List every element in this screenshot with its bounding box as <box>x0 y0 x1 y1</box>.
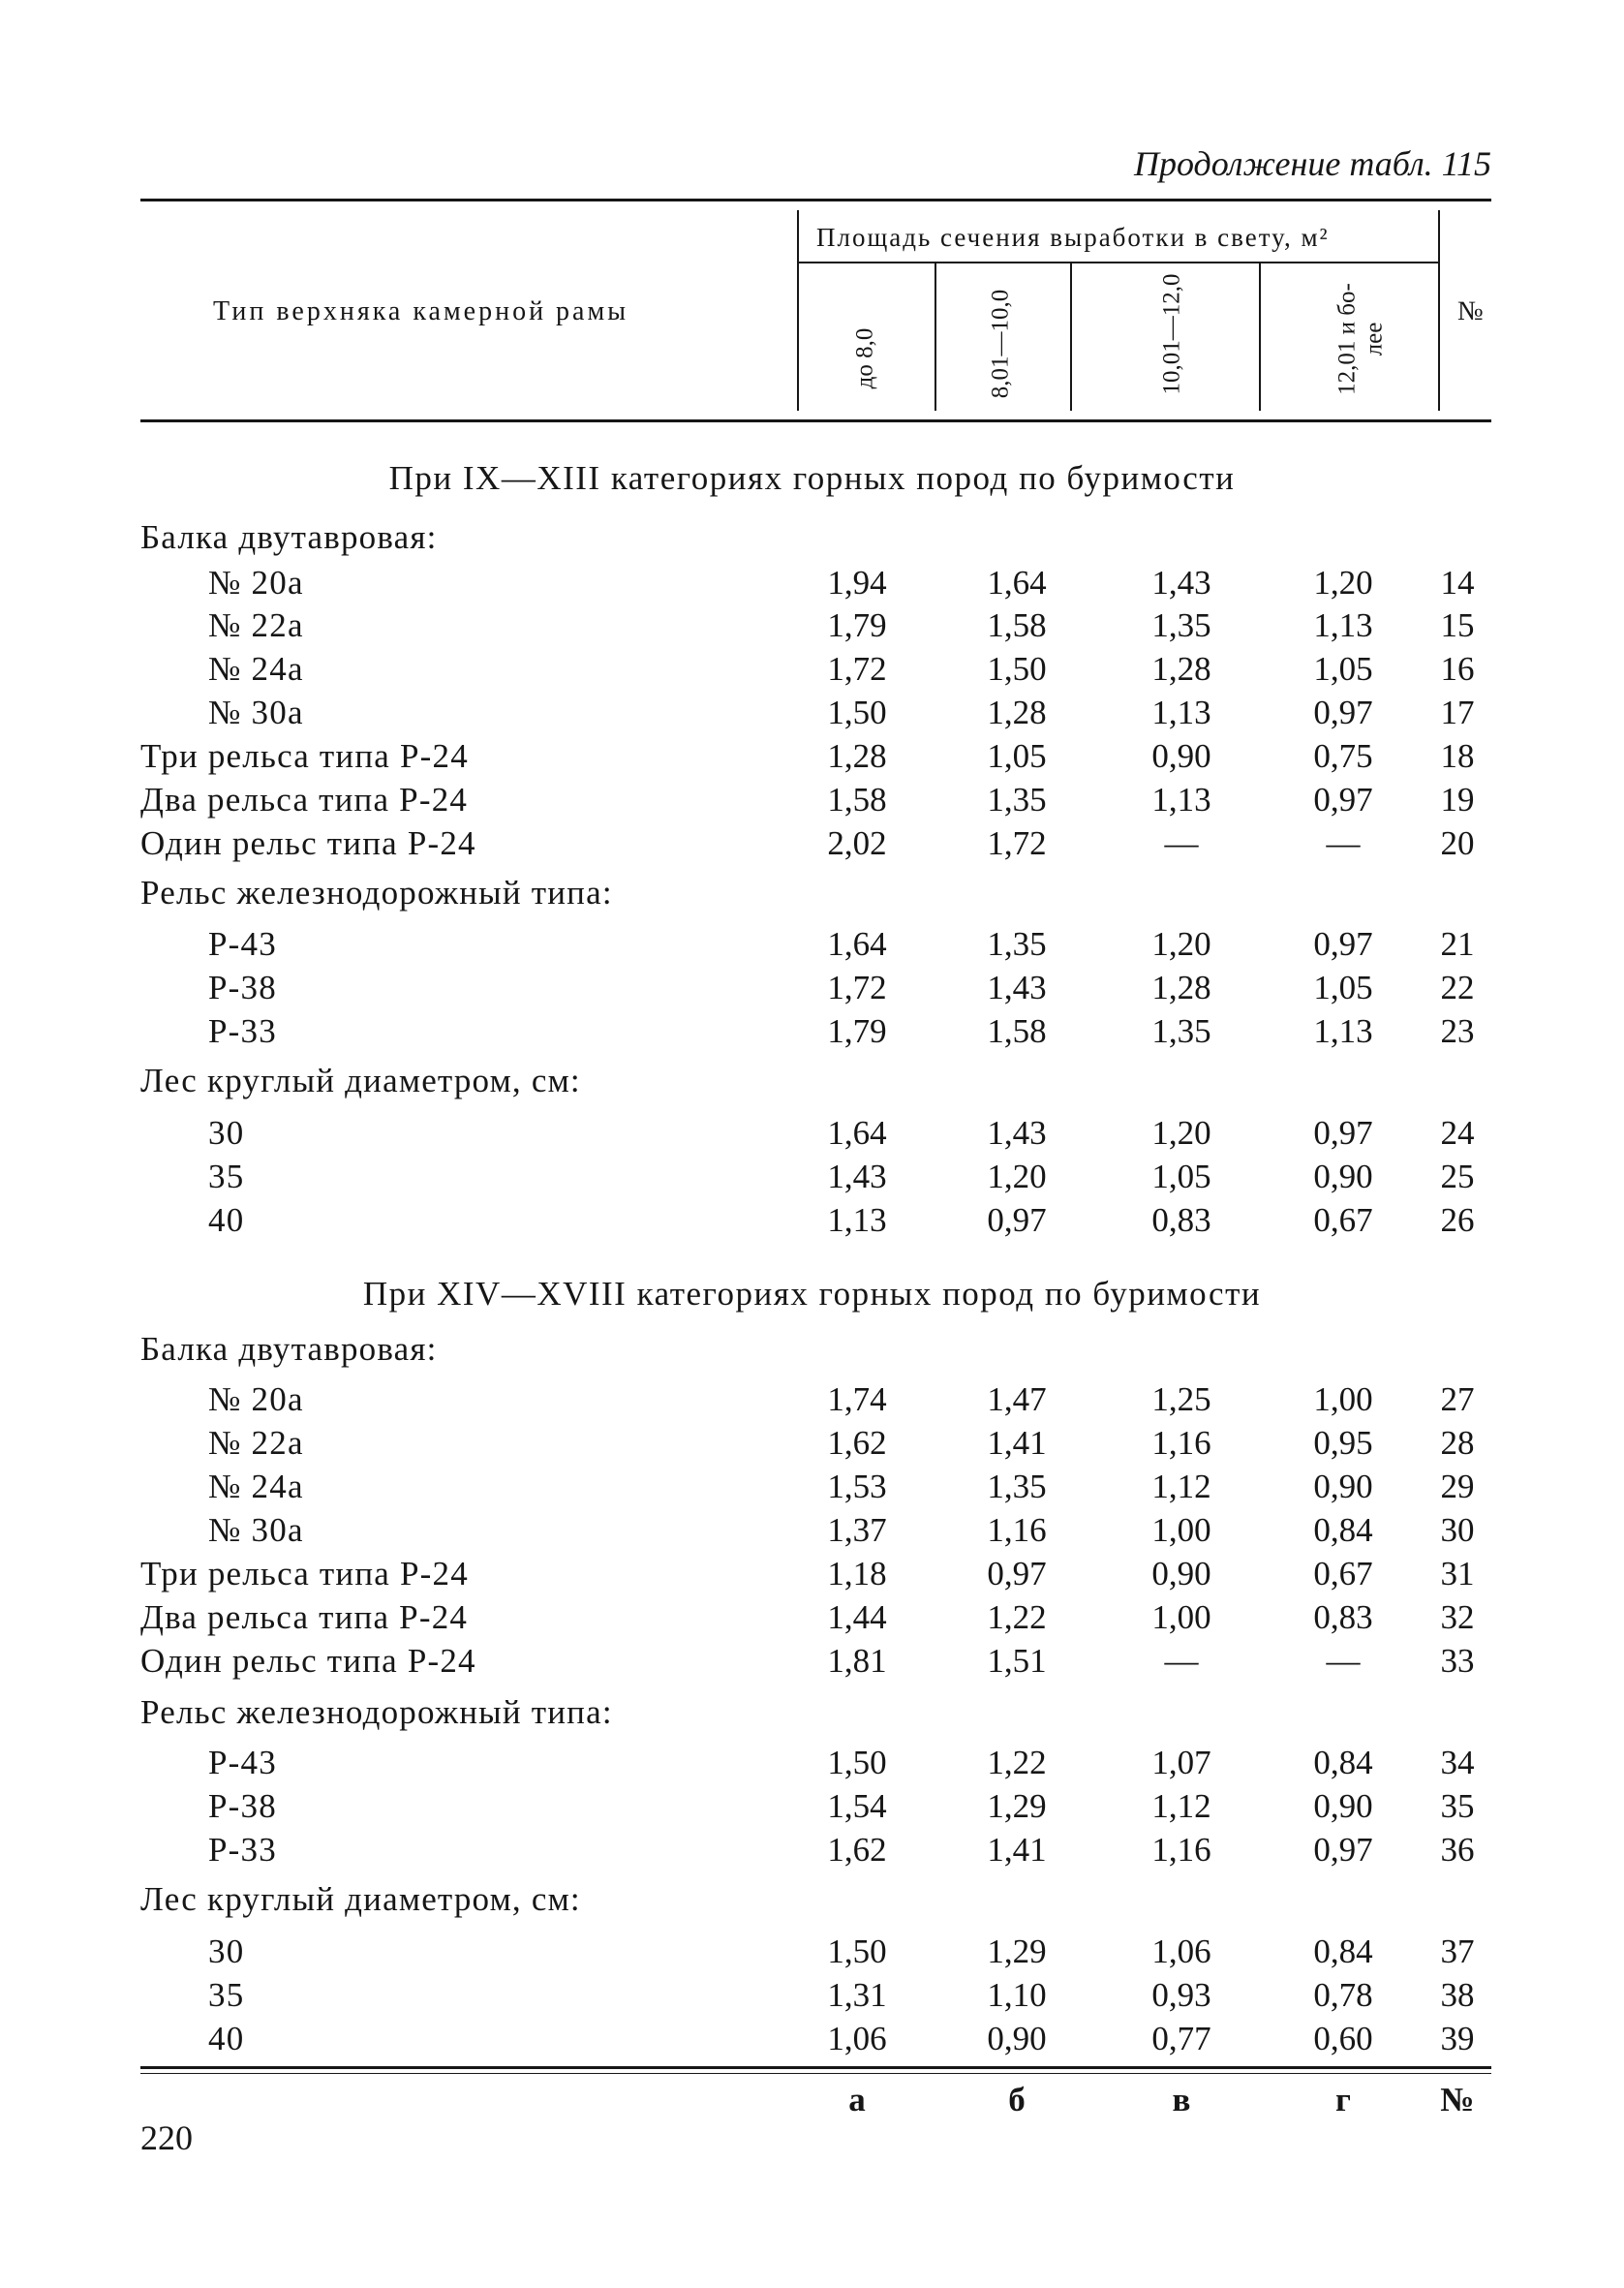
value-cell-c: 1,25 <box>1151 1380 1211 1418</box>
footer-letter-d: г <box>1335 2081 1351 2118</box>
value-cell-a: 1,64 <box>827 925 887 963</box>
row-number: 15 <box>1440 606 1475 644</box>
value-cell-a: 1,50 <box>827 1932 887 1970</box>
value-cell-c: 1,16 <box>1151 1831 1211 1869</box>
row-label: Три рельса типа Р-24 <box>140 737 469 775</box>
value-cell-a: 1,64 <box>827 1114 887 1152</box>
row-number: 31 <box>1440 1555 1475 1592</box>
value-cell-a: 1,79 <box>827 1012 887 1050</box>
row-label: 35 <box>208 1976 245 2014</box>
group-heading: Лес круглый диаметром, см: <box>140 1880 581 1918</box>
value-cell-b: 0,90 <box>987 2020 1047 2057</box>
value-cell-b: 1,29 <box>987 1787 1047 1825</box>
value-cell-b: 1,22 <box>987 1744 1047 1781</box>
table-caption: Продолжение табл. 115 <box>1133 144 1491 183</box>
table-row <box>0 1201 1624 1244</box>
header-top-rule <box>140 199 1491 201</box>
row-label: 30 <box>208 1114 245 1152</box>
table-row <box>0 1012 1624 1055</box>
row-label: 40 <box>208 1201 245 1239</box>
value-cell-d: 0,84 <box>1313 1511 1373 1549</box>
value-cell-b: 1,43 <box>987 1114 1047 1152</box>
group-heading-row <box>0 518 1624 561</box>
value-cell-b: 1,20 <box>987 1158 1047 1195</box>
value-cell-a: 1,31 <box>827 1976 887 2014</box>
row-label: Р-43 <box>208 1744 277 1781</box>
value-cell-a: 1,44 <box>827 1598 887 1636</box>
header-divider <box>935 263 936 411</box>
row-number: 37 <box>1440 1932 1475 1970</box>
row-number: 29 <box>1440 1468 1475 1505</box>
value-cell-a: 2,02 <box>827 824 887 862</box>
value-cell-c: 1,00 <box>1151 1511 1211 1549</box>
value-cell-d: 1,13 <box>1313 1012 1373 1050</box>
group-heading-row <box>0 1693 1624 1736</box>
value-cell-c: 1,16 <box>1151 1424 1211 1462</box>
row-number: 28 <box>1440 1424 1475 1462</box>
value-cell-b: 1,50 <box>987 650 1047 688</box>
table-row <box>0 650 1624 693</box>
column-header-d-line1: 12,01 и бо- <box>1333 283 1361 395</box>
value-cell-c: 1,12 <box>1151 1468 1211 1505</box>
footer-rule-thin <box>140 2073 1491 2074</box>
value-cell-a: 1,28 <box>827 737 887 775</box>
table-row <box>0 694 1624 736</box>
value-cell-a: 1,81 <box>827 1642 887 1680</box>
table-row <box>0 1744 1624 1786</box>
value-cell-b: 1,22 <box>987 1598 1047 1636</box>
row-label: № 22а <box>208 606 304 644</box>
row-number: 21 <box>1440 925 1475 963</box>
row-number: 39 <box>1440 2020 1475 2057</box>
value-cell-c: 1,13 <box>1151 781 1211 819</box>
row-number: 36 <box>1440 1831 1475 1869</box>
value-cell-a: 1,06 <box>827 2020 887 2057</box>
value-cell-b: 1,47 <box>987 1380 1047 1418</box>
value-cell-d: 0,78 <box>1313 1976 1373 2014</box>
value-cell-a: 1,54 <box>827 1787 887 1825</box>
footer-number-sign: № <box>1440 2081 1475 2118</box>
value-cell-c: 1,06 <box>1151 1932 1211 1970</box>
footer-letters-row <box>0 2081 1624 2123</box>
group-heading: Балка двутавровая: <box>140 1330 438 1368</box>
value-cell-c: 1,35 <box>1151 1012 1211 1050</box>
value-cell-c: — <box>1164 824 1199 862</box>
group-heading-row <box>0 1062 1624 1104</box>
header-divider <box>1070 263 1072 411</box>
value-cell-b: 1,10 <box>987 1976 1047 2014</box>
table-row <box>0 925 1624 968</box>
value-cell-d: 0,67 <box>1313 1201 1373 1239</box>
row-label: 30 <box>208 1932 245 1970</box>
value-cell-d: 1,13 <box>1313 606 1373 644</box>
value-cell-c: 1,20 <box>1151 925 1211 963</box>
column-header-a: до 8,0 <box>851 327 878 389</box>
row-label: № 20а <box>208 1380 304 1418</box>
value-cell-a: 1,79 <box>827 606 887 644</box>
value-cell-c: 1,28 <box>1151 650 1211 688</box>
value-cell-b: 1,43 <box>987 969 1047 1006</box>
group-heading-row <box>0 1880 1624 1923</box>
value-cell-a: 1,53 <box>827 1468 887 1505</box>
group-heading: Балка двутавровая: <box>140 518 438 556</box>
group-heading-row <box>0 1330 1624 1373</box>
value-cell-c: 1,13 <box>1151 694 1211 731</box>
row-label: Р-38 <box>208 969 277 1006</box>
table-row <box>0 1468 1624 1510</box>
value-cell-a: 1,72 <box>827 969 887 1006</box>
value-cell-d: 0,60 <box>1313 2020 1373 2057</box>
value-cell-c: 1,28 <box>1151 969 1211 1006</box>
row-label: № 22а <box>208 1424 304 1462</box>
row-number: 27 <box>1440 1380 1475 1418</box>
value-cell-d: — <box>1326 1642 1361 1680</box>
header-divider <box>1259 263 1261 411</box>
value-cell-d: 0,90 <box>1313 1158 1373 1195</box>
value-cell-c: 1,05 <box>1151 1158 1211 1195</box>
value-cell-d: 0,90 <box>1313 1787 1373 1825</box>
column-header-d <box>1334 283 1388 395</box>
value-cell-b: 0,97 <box>987 1555 1047 1592</box>
value-cell-b: 1,72 <box>987 824 1047 862</box>
area-column-header: Площадь сечения выработки в свету, м² <box>816 223 1330 252</box>
value-cell-d: 0,95 <box>1313 1424 1373 1462</box>
value-cell-a: 1,50 <box>827 694 887 731</box>
value-cell-b: 1,16 <box>987 1511 1047 1549</box>
value-cell-d: 1,00 <box>1313 1380 1373 1418</box>
row-number: 32 <box>1440 1598 1475 1636</box>
group-heading-row <box>0 874 1624 916</box>
footer-letter-c: в <box>1172 2081 1191 2118</box>
table-row <box>0 969 1624 1011</box>
type-column-header: Тип верхняка камерной рамы <box>213 296 629 326</box>
row-number: 34 <box>1440 1744 1475 1781</box>
value-cell-d: 1,05 <box>1313 650 1373 688</box>
header-span-rule <box>799 262 1438 263</box>
group-heading: Лес круглый диаметром, см: <box>140 1062 581 1099</box>
value-cell-a: 1,72 <box>827 650 887 688</box>
header-divider <box>797 210 799 411</box>
group-heading: Рельс железнодорожный типа: <box>140 1693 613 1731</box>
value-cell-b: 1,41 <box>987 1424 1047 1462</box>
row-number: 25 <box>1440 1158 1475 1195</box>
table-row <box>0 1598 1624 1641</box>
table-row <box>0 1114 1624 1157</box>
group-heading: Рельс железнодорожный типа: <box>140 874 613 912</box>
value-cell-d: 0,97 <box>1313 694 1373 731</box>
table-row <box>0 1976 1624 2019</box>
table-row <box>0 606 1624 649</box>
value-cell-a: 1,94 <box>827 564 887 602</box>
row-number: 33 <box>1440 1642 1475 1680</box>
header-divider <box>1438 210 1440 411</box>
value-cell-a: 1,43 <box>827 1158 887 1195</box>
column-header-c: 10,01—12,0 <box>1158 273 1185 395</box>
header-bottom-rule <box>140 419 1491 422</box>
value-cell-a: 1,37 <box>827 1511 887 1549</box>
table-row <box>0 1787 1624 1830</box>
row-number: 23 <box>1440 1012 1475 1050</box>
table-row <box>0 1511 1624 1554</box>
row-label: Р-33 <box>208 1831 277 1869</box>
row-number: 26 <box>1440 1201 1475 1239</box>
page-number: 220 <box>140 2118 193 2157</box>
value-cell-c: 0,77 <box>1151 2020 1211 2057</box>
value-cell-b: 1,35 <box>987 925 1047 963</box>
value-cell-c: 1,43 <box>1151 564 1211 602</box>
value-cell-d: 0,84 <box>1313 1932 1373 1970</box>
column-header-d-line2: лее <box>1361 322 1387 356</box>
value-cell-d: 0,97 <box>1313 1831 1373 1869</box>
row-number: 30 <box>1440 1511 1475 1549</box>
value-cell-b: 1,29 <box>987 1932 1047 1970</box>
table-row <box>0 1642 1624 1685</box>
value-cell-d: 0,97 <box>1313 781 1373 819</box>
value-cell-b: 0,97 <box>987 1201 1047 1239</box>
row-number: 17 <box>1440 694 1475 731</box>
value-cell-a: 1,62 <box>827 1831 887 1869</box>
table-row <box>0 737 1624 780</box>
value-cell-d: 0,90 <box>1313 1468 1373 1505</box>
row-label: № 24а <box>208 650 304 688</box>
value-cell-b: 1,58 <box>987 606 1047 644</box>
table-row <box>0 1158 1624 1200</box>
value-cell-c: 1,35 <box>1151 606 1211 644</box>
value-cell-b: 1,28 <box>987 694 1047 731</box>
value-cell-a: 1,62 <box>827 1424 887 1462</box>
row-label: № 30а <box>208 694 304 731</box>
number-column-header: № <box>1457 296 1486 326</box>
table-row <box>0 1932 1624 1975</box>
row-number: 24 <box>1440 1114 1475 1152</box>
row-number: 20 <box>1440 824 1475 862</box>
table-row <box>0 1831 1624 1873</box>
value-cell-b: 1,35 <box>987 1468 1047 1505</box>
value-cell-d: 1,20 <box>1313 564 1373 602</box>
value-cell-d: 0,83 <box>1313 1598 1373 1636</box>
table-row <box>0 781 1624 823</box>
row-number: 38 <box>1440 1976 1475 2014</box>
value-cell-b: 1,51 <box>987 1642 1047 1680</box>
value-cell-b: 1,41 <box>987 1831 1047 1869</box>
row-number: 16 <box>1440 650 1475 688</box>
value-cell-c: 0,90 <box>1151 1555 1211 1592</box>
footer-letter-b: б <box>1008 2081 1026 2118</box>
row-label: 40 <box>208 2020 245 2057</box>
table-row <box>0 564 1624 606</box>
row-label: 35 <box>208 1158 245 1195</box>
value-cell-a: 1,18 <box>827 1555 887 1592</box>
table-row <box>0 824 1624 867</box>
value-cell-b: 1,58 <box>987 1012 1047 1050</box>
section-title: При IX—XIII категориях горных пород по буримости <box>388 459 1236 497</box>
value-cell-b: 1,35 <box>987 781 1047 819</box>
value-cell-b: 1,64 <box>987 564 1047 602</box>
value-cell-c: 0,90 <box>1151 737 1211 775</box>
value-cell-c: 1,07 <box>1151 1744 1211 1781</box>
row-label: Один рельс типа Р-24 <box>140 824 476 862</box>
table-row <box>0 1555 1624 1597</box>
value-cell-d: 1,05 <box>1313 969 1373 1006</box>
row-label: Один рельс типа Р-24 <box>140 1642 476 1680</box>
section-title: При XIV—XVIII категориях горных пород по буримости <box>362 1275 1262 1313</box>
value-cell-a: 1,58 <box>827 781 887 819</box>
table-row <box>0 1380 1624 1423</box>
row-label: Р-33 <box>208 1012 277 1050</box>
row-label: № 30а <box>208 1511 304 1549</box>
value-cell-c: 0,83 <box>1151 1201 1211 1239</box>
row-number: 18 <box>1440 737 1475 775</box>
row-label: Р-43 <box>208 925 277 963</box>
footer-letter-a: а <box>848 2081 866 2118</box>
value-cell-d: 0,97 <box>1313 1114 1373 1152</box>
value-cell-d: — <box>1326 824 1361 862</box>
value-cell-b: 1,05 <box>987 737 1047 775</box>
value-cell-d: 0,67 <box>1313 1555 1373 1592</box>
value-cell-c: 1,00 <box>1151 1598 1211 1636</box>
row-label: Р-38 <box>208 1787 277 1825</box>
value-cell-c: — <box>1164 1642 1199 1680</box>
footer-rule <box>140 2066 1491 2069</box>
value-cell-a: 1,74 <box>827 1380 887 1418</box>
row-label: № 24а <box>208 1468 304 1505</box>
row-number: 19 <box>1440 781 1475 819</box>
row-label: Два рельса типа Р-24 <box>140 1598 469 1636</box>
value-cell-d: 0,75 <box>1313 737 1373 775</box>
value-cell-a: 1,50 <box>827 1744 887 1781</box>
value-cell-a: 1,13 <box>827 1201 887 1239</box>
value-cell-c: 0,93 <box>1151 1976 1211 2014</box>
row-label: № 20а <box>208 564 304 602</box>
table-row <box>0 2020 1624 2062</box>
row-number: 22 <box>1440 969 1475 1006</box>
column-header-b: 8,01—10,0 <box>987 289 1014 399</box>
row-label: Три рельса типа Р-24 <box>140 1555 469 1592</box>
value-cell-c: 1,12 <box>1151 1787 1211 1825</box>
table-row <box>0 1424 1624 1467</box>
value-cell-d: 0,84 <box>1313 1744 1373 1781</box>
row-label: Два рельса типа Р-24 <box>140 781 469 819</box>
row-number: 35 <box>1440 1787 1475 1825</box>
value-cell-c: 1,20 <box>1151 1114 1211 1152</box>
value-cell-d: 0,97 <box>1313 925 1373 963</box>
row-number: 14 <box>1440 564 1475 602</box>
